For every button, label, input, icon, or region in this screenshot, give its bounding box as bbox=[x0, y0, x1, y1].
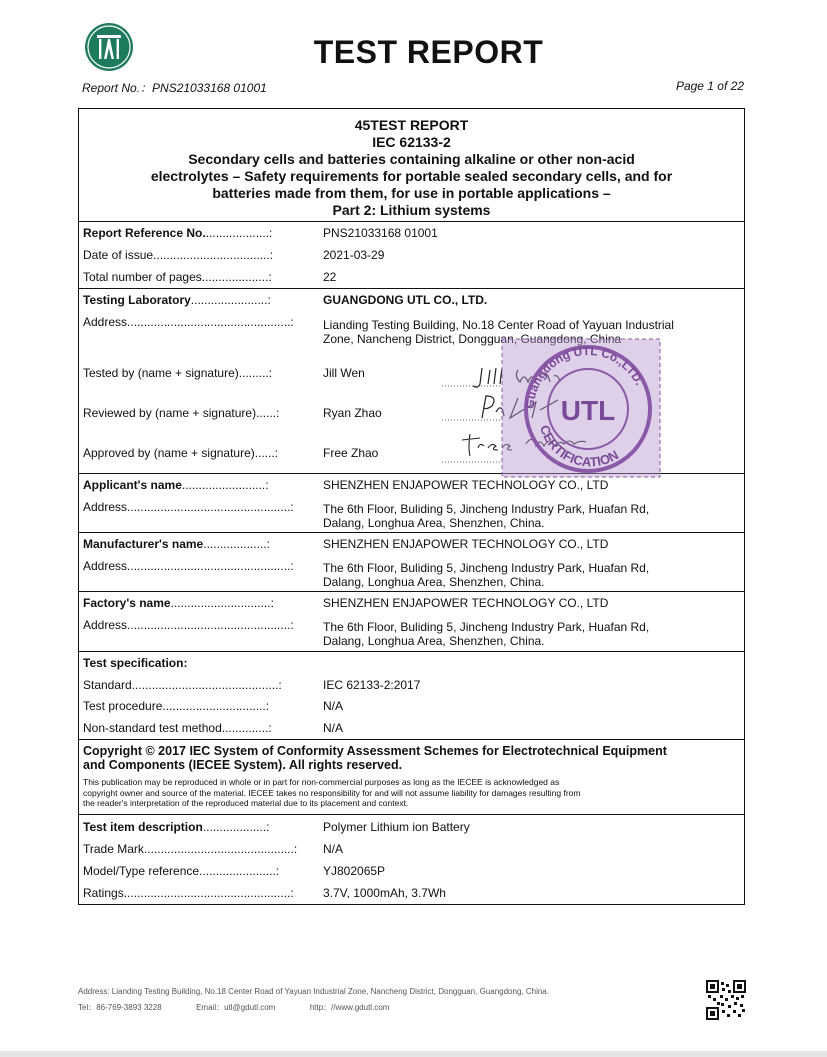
qr-code-icon bbox=[706, 980, 746, 1020]
page-number: Page 1 of 22 bbox=[675, 79, 744, 93]
form-header-line: electrolytes – Safety requirements for portable sealed secondary cells, and for bbox=[150, 168, 673, 184]
svg-text:UTL: UTL bbox=[560, 395, 616, 426]
divider bbox=[79, 591, 744, 592]
form-header bbox=[79, 117, 744, 219]
footer-tel: Tel：86-769-3893 3228 bbox=[78, 1003, 162, 1012]
divider bbox=[79, 651, 744, 652]
divider bbox=[79, 221, 744, 222]
report-form: 45TEST REPORT IEC 62133-2 Secondary cells and batteries containing alkaline or other non-acid electrolytes – Safety requirements for portable sealed secondary cells, and for batteries made from them, for use in portable applications – Part 2: Lithium systems Report Reference No....................: PNS21033168 01001 Date of issue...................................: 2021-03-29 Total number of pages....................: 22 Testing Laboratory.......................: GUANGDONG UTL CO., LTD. Address.................................................: Lianding Testing Building, No.18 Center Road of Yayuan Industrial Zone, Nancheng District, Dongguan, Guangdong, China Tested by (name + signature).........: Jill Wen Reviewed by (name + signature)......: Ryan Zhao Approved by (name + signature)......: Free Zhao Applicant's name.........................: SHENZHEN ENJAPOWER TECHNOLOGY CO., LTD Address.................................................: The 6th Floor, Buliding 5, Jincheng Industry Park, Huafan Rd, Dalang, Longhua Area, Shenzhen, China. Manufacturer's name...................: SHENZHEN ENJAPOWER TECHNOLOGY CO., LTD Address.................................................: The 6th Floor, Buliding 5, Jincheng Industry Park, Huafan Rd, Dalang, Longhua Area, Shenzhen, China. Factory's name..............................: SHENZHEN ENJAPOWER TECHNOLOGY CO., LTD Address.................................................: The 6th Floor, Buliding 5, Jincheng Industry Park, Huafan Rd, Dalang, Longhua Area, Shenzhen, China. Test specification: Standard............................................: IEC 62133-2:2017 Test procedure...............................: N/A Non-standard test method..............: N/A Copyright © 2017 IEC System of Conformity Assessment Schemes for Electrotechnical Equipment and Components (IECEE System). All rights reserved. This publication may be reproduced in whole or in part for non-commercial purposes as long as the IECEE is acknowledged as copyright owner and source of the material. IECEE takes no responsibility for and will not assume liability for damages resulting from the reader's interpretation of the reproduced material due to its placement and context. Test item description...................: Polymer Lithium ion Battery Trade Mark.............................................: N/A Model/Type reference.......................: YJ802065P Ratings..................................................: 3.7V, 1000mAh, 3.7Wh bbox=[78, 108, 745, 905]
divider bbox=[79, 739, 744, 740]
divider bbox=[79, 532, 744, 533]
divider bbox=[79, 288, 744, 289]
footer-contact bbox=[78, 1002, 389, 1013]
copyright-heading: Copyright © 2017 IEC System of Conformity Assessment Schemes for Electrotechnical Equipment and Components (IECEE System). All rights reserved. bbox=[83, 744, 667, 772]
certification-stamp-icon bbox=[500, 337, 662, 479]
form-header-line: 45TEST REPORT bbox=[354, 117, 469, 133]
form-header-line: IEC 62133-2 bbox=[372, 134, 451, 150]
copyright-notice: This publication may be reproduced in whole or in part for non-commercial purposes as long as the IECEE is acknowledged as copyright owner and source of the material. IECEE takes no responsibility for and will not assume liability for damages resulting from the reader's interpretation of the reproduced material due to its placement and context. bbox=[83, 777, 581, 808]
svg-text:CERTIFICATION: CERTIFICATION bbox=[536, 423, 621, 470]
divider bbox=[79, 814, 744, 815]
page-title: TEST REPORT bbox=[313, 34, 544, 70]
page-bottom-strip bbox=[0, 1051, 827, 1057]
footer-address: Address: Lianding Testing Building, No.18 Center Road of Yayuan Industrial Zone, Nancheng District, Dongguan, Guangdong, China. bbox=[78, 987, 549, 996]
form-header-line: Part 2: Lithium systems bbox=[332, 202, 491, 218]
footer-web[interactable]: http：//www.gdutl.com bbox=[309, 1003, 390, 1012]
form-header-line: batteries made from them, for use in portable applications – bbox=[212, 185, 611, 201]
report-number: Report No.：PNS21033168 01001 bbox=[82, 81, 267, 95]
form-header-line: Secondary cells and batteries containing alkaline or other non-acid bbox=[188, 151, 635, 167]
footer-email: Email：utl@gdutl.com bbox=[196, 1003, 276, 1012]
svg-text:Guangdong UTL Co.,LTD.: Guangdong UTL Co.,LTD. bbox=[522, 343, 647, 410]
